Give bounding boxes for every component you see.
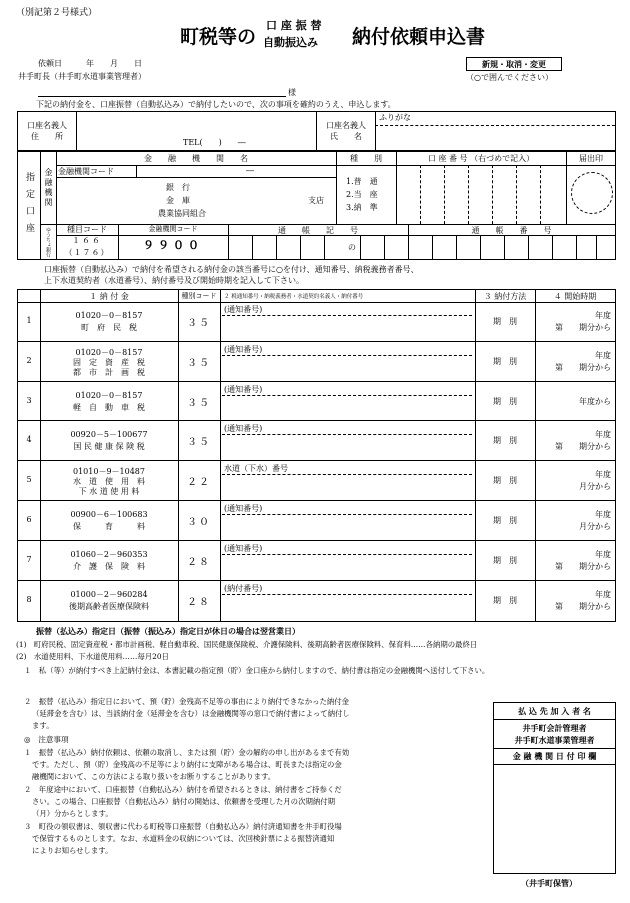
kind-code-label: 種目コード	[67, 225, 107, 234]
tel-label: TEL( ) ―	[183, 138, 246, 147]
name-field[interactable]	[375, 126, 615, 150]
retention-note: （井手町保管）	[521, 878, 577, 888]
row-field-input[interactable]	[222, 356, 472, 380]
account-holder-box	[17, 111, 616, 151]
kind-code-value1: １６６	[72, 236, 102, 245]
payee-line2: 井手町水道事業管理者	[494, 734, 615, 749]
instruction-line1: 口座振替（自動払込み）で納付を希望される納付金の該当番号に○を付け、通知番号、納税義務者番号、	[44, 265, 419, 274]
bango-sep	[596, 235, 597, 259]
fin-code-label: 金融機関コード	[58, 166, 137, 177]
title-left: 町税等の	[180, 26, 257, 48]
divider	[408, 224, 409, 259]
acct-type-1[interactable]: 1.普 通	[346, 177, 378, 186]
row-method[interactable]: 期 別	[493, 317, 517, 326]
row-number: 6	[26, 515, 32, 524]
row-kind-code: ３５	[187, 437, 211, 449]
note-1: (1) 町府民税、固定資産税・都市計画税、軽自動車税、国民健康保険税、介護保険料、後期高齢者医療保険料、保育料……各納期の最終日	[16, 640, 478, 649]
bango-sep	[480, 235, 481, 259]
bango-sep	[432, 235, 433, 259]
name-label-cell	[316, 112, 376, 150]
payee-title: 払 込 先 加 入 者 名	[494, 703, 615, 720]
row-start2: 第 期分から	[555, 561, 611, 571]
yucho-label: ゆうちょ銀行	[40, 224, 57, 259]
no-char: の	[348, 243, 356, 252]
row-kind-code: ３５	[187, 357, 211, 369]
instruction-line2: 上下水道契約者（水道番号）、納付番号及び開始時期を記入して下さい。	[44, 276, 304, 285]
row-field-label: (通知番号)	[224, 344, 263, 354]
row-field-label: (通知番号)	[224, 305, 263, 314]
address-label-cell	[18, 112, 77, 150]
row-name1: 介 護 保 険 料	[73, 561, 145, 571]
acct-type-3[interactable]: 3.納 準	[346, 203, 378, 212]
row-start1: 年度	[595, 350, 611, 360]
row-field-label: (通知番号)	[224, 543, 263, 553]
bango-sep	[456, 235, 457, 259]
para-1: １ 私（等）が納付すべき上記納付金は、本書記載の指定預（貯）金口座から納付しますので、納付書は指定の金融機関へ送付して下さい。	[24, 666, 490, 675]
tsucho-bango-label: 通 帳 番 号	[471, 226, 552, 235]
col-seal: 届出印	[579, 154, 603, 163]
row-name1: 固 定 資 産 税	[73, 357, 145, 367]
table-row	[18, 461, 615, 501]
row-method[interactable]: 期 別	[493, 476, 517, 486]
row-code-line: 01060－2－960353	[70, 549, 148, 559]
row-kind-code: ２８	[187, 596, 211, 608]
caution-1	[24, 747, 349, 783]
items-col-code: 種別コード	[181, 292, 217, 300]
title-mid-top: 口 座 振 替	[266, 19, 322, 32]
bango-sep	[504, 235, 505, 259]
acct-digit-sep	[540, 165, 541, 224]
row-name1: 軽 自 動 車 税	[73, 402, 145, 412]
bank-box	[17, 151, 616, 260]
row-field-label: (通知番号)	[224, 424, 263, 434]
kind-code-cell	[56, 224, 119, 259]
row-field-input[interactable]	[222, 435, 472, 459]
row-method[interactable]: 期 別	[493, 516, 517, 525]
row-code-line: 00920－5－100677	[70, 430, 148, 440]
col-bank-name: 金 融 機 関 名	[144, 154, 248, 163]
furigana-cell[interactable]	[375, 112, 615, 126]
row-code-line: 01020－0－8157	[75, 347, 143, 357]
table-row	[18, 421, 615, 461]
acct-type-2[interactable]: 2.当 座	[346, 190, 378, 199]
tsucho-kigo-label: 通 帳 記 号	[278, 226, 358, 235]
addressee-line	[38, 96, 286, 97]
stamp-area[interactable]	[494, 765, 615, 869]
row-start2: 第 期分から	[555, 323, 611, 332]
stamp-label: 金 融 機 関 日 付 印 欄	[494, 749, 615, 765]
items-col2: ２ 税通知番号・納税義務者・水道契約名義人・納付番号	[224, 294, 364, 300]
col-account: 口 座 番 号 （右づめで記入）	[427, 154, 535, 163]
row-start1: 年度から	[579, 396, 611, 406]
row-number: 5	[26, 475, 32, 485]
table-row	[18, 541, 615, 581]
col-type: 種 別	[350, 154, 382, 163]
row-start2: 月分から	[579, 482, 611, 492]
caution-3-line: で保管するものとします。なお、水道料金の収納については、次回検針票による振替済通知	[32, 834, 335, 843]
row-number: 4	[26, 435, 32, 445]
honorific: 様	[288, 88, 296, 97]
badge-note: （○で囲んでください）	[466, 73, 553, 82]
row-code-line: 01010－9－10487	[73, 467, 145, 477]
row-kind-code: ３５	[187, 397, 211, 409]
code-dash: ―	[246, 166, 254, 175]
row-field-input[interactable]	[222, 595, 472, 619]
row-start2: 第 期分から	[555, 601, 611, 611]
row-kind-code: ２８	[187, 556, 211, 568]
para-2-line: ます。	[32, 721, 54, 730]
address-label2: 住 所	[31, 132, 63, 141]
caution-3	[24, 821, 342, 857]
row-start2: 第 期分から	[555, 362, 611, 372]
bank-type-2: 金 庫	[166, 196, 190, 205]
table-row	[18, 382, 615, 422]
row-code-line: 00900－6－100683	[70, 510, 148, 519]
row-field-input[interactable]	[222, 316, 472, 340]
row-start1: 年度	[595, 589, 611, 599]
bank-type-1: 銀 行	[166, 183, 190, 192]
row-name1: 後期高齢者医療保険料	[69, 601, 149, 611]
kigo-sep	[300, 235, 301, 259]
caution-2-line: ２ 年度途中において、口座振替（自動払込み）納付を希望されるときは、納付書をご持参くだ	[24, 785, 342, 794]
row-kind-code: ３０	[187, 517, 211, 528]
payee-line1: 井手町会計管理者	[522, 723, 587, 733]
caution-heading: ◎ 注意事項	[24, 735, 69, 744]
row-number: 3	[26, 395, 32, 405]
row-code-line: 01020－0－8157	[75, 390, 143, 400]
row-method[interactable]: 期 別	[493, 356, 517, 366]
items-col4: ４ 開始時期	[553, 292, 597, 301]
row-name1: 町 府 民 税	[81, 323, 137, 332]
acct-digit-sep	[492, 165, 493, 224]
caution-1-line: 融機関において、この方法による取り扱いをお断りすることがあります。	[32, 772, 276, 781]
row-field-input[interactable]	[222, 515, 472, 539]
row-name1: 水 道 使 用 料	[73, 477, 145, 487]
row-field-input[interactable]	[222, 475, 472, 499]
row-number: 8	[26, 594, 32, 604]
para-2-line: （延滞金を含む）は、当該納付金（延滞金を含む）は金融機関等の窓口で納付書によって納付し	[32, 709, 350, 718]
kigo-sep	[384, 235, 385, 259]
row-start2: 第 期分から	[555, 442, 611, 452]
bango-sep	[552, 235, 553, 259]
table-row	[18, 302, 615, 342]
row-kind-code: ２２	[187, 477, 211, 489]
row-code-line: 01000－2－960284	[70, 589, 148, 599]
row-field-label: (通知番号)	[224, 384, 263, 394]
row-start1: 年度	[595, 470, 611, 480]
address-field[interactable]	[98, 130, 310, 150]
row-method[interactable]: 期 別	[493, 595, 517, 605]
row-field-input[interactable]	[222, 396, 472, 420]
name-label2: 氏 名	[330, 132, 362, 141]
table-row	[18, 501, 615, 541]
row-field-label: 水道（下水）番号	[224, 464, 288, 474]
para-2	[24, 696, 350, 732]
row-start1: 年度	[595, 510, 611, 519]
caution-3-line: ３ 町役の領収書は、領収書に代わる町税等口座振替（自動払込み）納付済通知書を井手町役場	[24, 822, 342, 831]
payee-box	[493, 702, 616, 874]
intro-text: 下記の納付金を、口座振替（自動払込み）で納付したいので、次の事項を確約のうえ、申込します。	[36, 100, 396, 109]
kind-code-value2: （１７６）	[64, 248, 110, 257]
table-row	[18, 581, 615, 621]
form-number: （別記第２号様式）	[16, 8, 98, 18]
request-date: 依頼日 年 月 日	[38, 59, 142, 68]
bango-sep	[576, 235, 577, 259]
table-row	[18, 342, 615, 382]
row-name2: 都 市 計 画 税	[73, 367, 145, 377]
row-start2: 月分から	[579, 522, 611, 531]
kigo-sep	[252, 235, 253, 259]
row-name2: 下 水 道 使 用 料	[78, 487, 140, 497]
kigo-sep	[324, 235, 325, 259]
seal-circle[interactable]	[571, 172, 613, 214]
status-badge: 新規・取消・変更	[466, 57, 562, 71]
title-mid-bottom: 自動振込み	[263, 36, 318, 49]
row-kind-code: ３５	[187, 318, 211, 329]
acct-digit-sep	[444, 165, 445, 224]
acct-digit-sep	[468, 165, 469, 224]
row-field-label: (納付番号)	[224, 583, 263, 593]
caution-2	[24, 784, 342, 820]
row-name1: 国 民 健 康 保 険 税	[73, 442, 145, 452]
items-table	[17, 289, 616, 622]
address-label1: 口座名義人	[27, 121, 67, 130]
caution-1-line: です。ただし、預（貯）金残高の不足等により納付に支障がある場合は、町長または指定の金	[32, 760, 342, 769]
row-number: 2	[26, 355, 32, 365]
bank-type-3: 農業協同組合	[158, 209, 206, 218]
row-method[interactable]: 期 別	[493, 396, 517, 406]
acct-digit-sep	[420, 165, 421, 224]
items-col1: １ 納 付 金	[89, 292, 129, 301]
addressee: 井手町長（井手町水道事業管理者）	[18, 72, 146, 81]
row-method[interactable]: 期 別	[493, 436, 517, 446]
caution-2-line: （月）分からとします。	[32, 809, 113, 818]
row-start1: 年度	[595, 549, 611, 559]
kigo-sep	[360, 235, 361, 259]
row-number: 7	[26, 554, 32, 564]
notes-heading: 振替（払込み）指定日（振替（振込み）指定日が休日の場合は翌営業日）	[36, 626, 300, 636]
acct-digit-sep	[516, 165, 517, 224]
name-label1: 口座名義人	[326, 121, 366, 130]
designated-account-label: 指定口座	[18, 152, 41, 259]
items-col3: ３ 納付方法	[483, 292, 527, 301]
row-field-label: (通知番号)	[224, 504, 263, 513]
note-2: (2) 水道使用料、下水道使用料……毎月20日	[16, 652, 169, 661]
fin-code-label2: 金融機関コード	[148, 225, 198, 233]
furigana-label: ふりがな	[379, 113, 411, 122]
row-name1: 保 育 料	[73, 522, 145, 531]
fin-code-cell	[118, 224, 229, 259]
caution-3-line: によりお知らせします。	[32, 846, 113, 855]
caution-2-line: さい。この場合、口座振替（自動払込み）納付の開始は、依頼書を受理した月の次期納付期	[32, 797, 336, 806]
fin-inst-label: 金融機関	[40, 152, 57, 224]
row-field-input[interactable]	[222, 555, 472, 579]
kigo-sep	[276, 235, 277, 259]
row-code-line: 01020－0－8157	[75, 311, 143, 320]
fin-code-value: ９９００	[143, 239, 203, 252]
row-number: 1	[26, 316, 32, 325]
caution-1-line: １ 振替（払込み）納付依頼は、依頼の取消し、または預（貯）金の解約の申し出があるまで有効	[24, 748, 350, 757]
row-start1: 年度	[595, 311, 611, 320]
row-start1: 年度	[595, 430, 611, 440]
branch-label: 支店	[308, 196, 324, 205]
title-right: 納付依頼申込書	[352, 26, 486, 48]
row-method[interactable]: 期 別	[493, 555, 517, 565]
para-2-line: ２ 振替（払込み）指定日において、預（貯）金残高不足等の事由により納付できなかった納付金	[24, 697, 350, 706]
bango-sep	[528, 235, 529, 259]
